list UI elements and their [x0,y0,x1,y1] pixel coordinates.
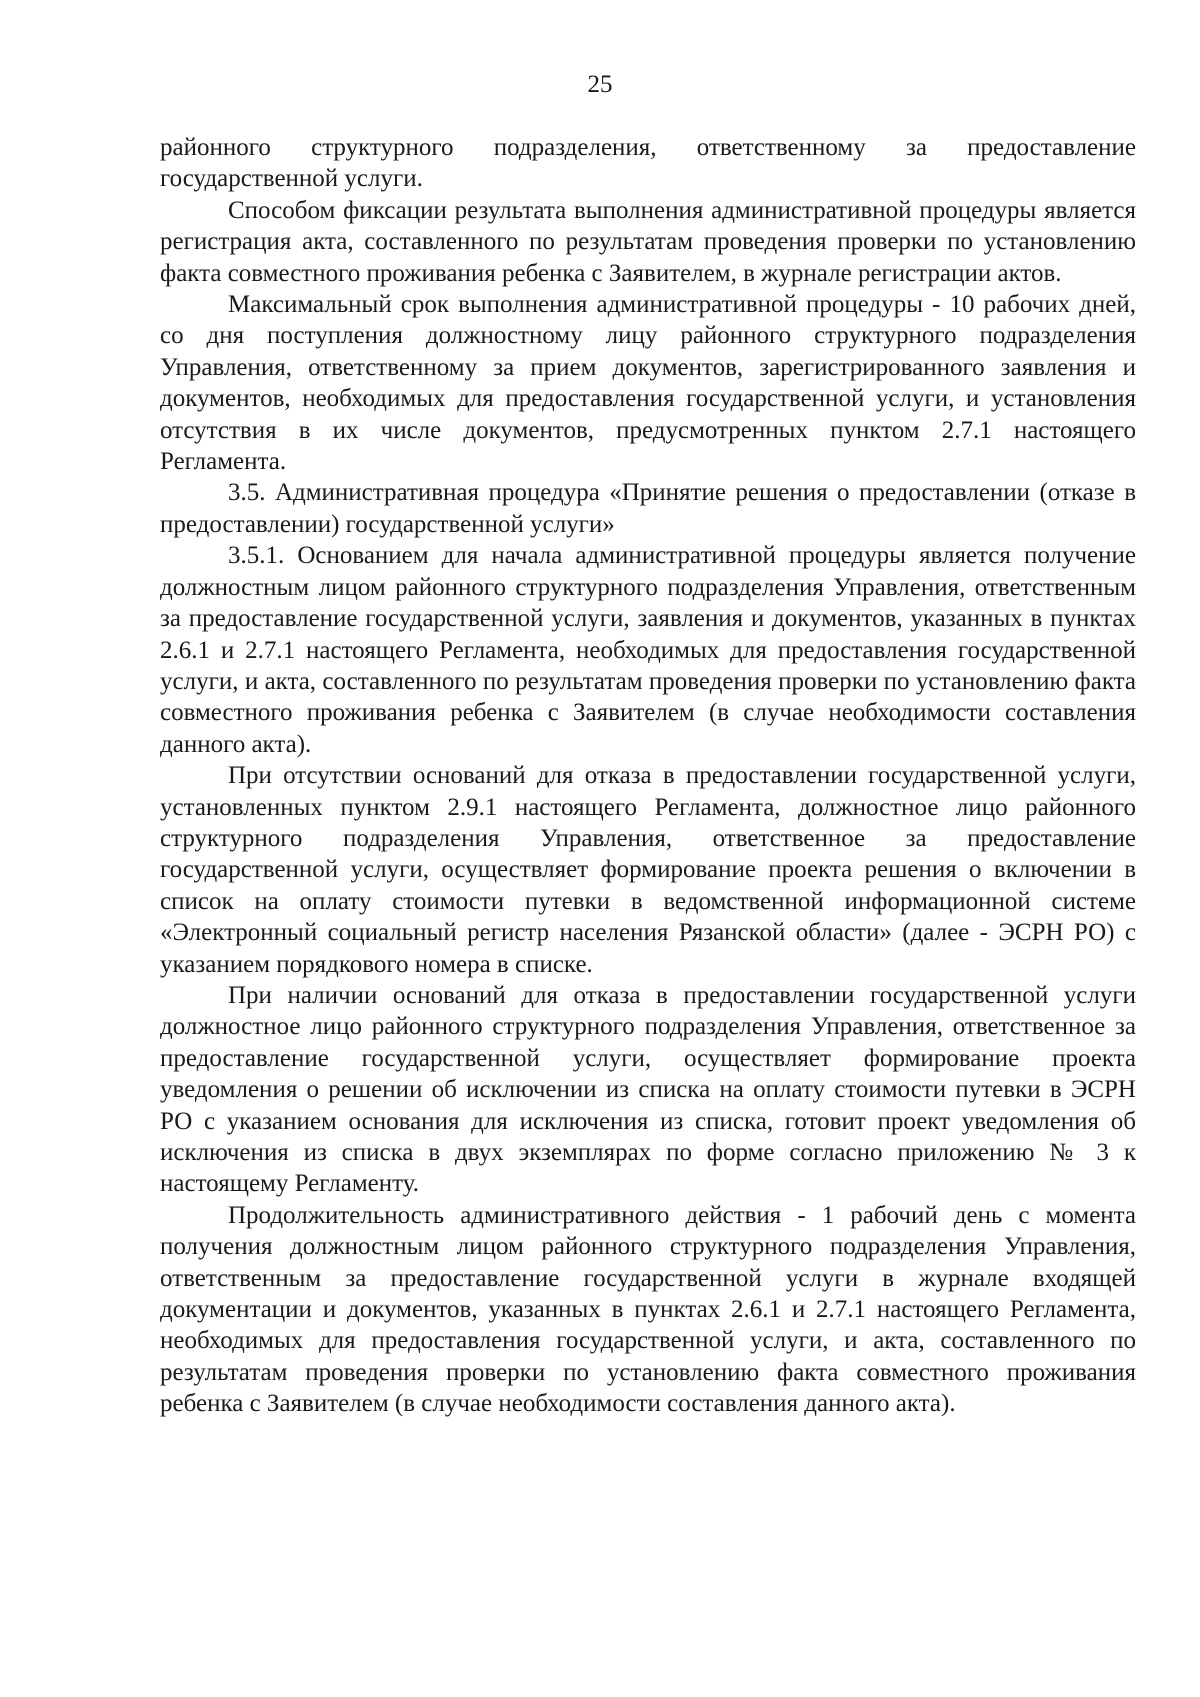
page-number: 25 [587,71,613,98]
section-heading-3-5: 3.5. Административная процедура «Принятие решения о предоставлении (отказе в предоставлении) государственной услуги» [160,479,1136,538]
paragraph-grounds-for-refusal: При наличии оснований для отказа в предоставлении государственной услуги должностное лицо районного структурного подразделения Управления, ответственное за предоставление государственной услуги, осуществляет формирование проекта уведомления о решении об исключении из списка на оплату стоимости путевки в ЭСРН РО с указанием основания для исключения из списка, готовит проект уведомления об исключения из списка в двух экземплярах по форме согласно приложению № 3 к настоящему Регламенту. [160,981,1136,1198]
paragraph-fixation-method: Способом фиксации результата выполнения административной процедуры является регистрация акта, составленного по результатам проведения проверки по установлению факта совместного проживания ребенка с Заявителем, в журнале регистрации актов. [160,196,1136,287]
paragraph-no-grounds: При отсутствии оснований для отказа в предоставлении государственной услуги, установленных пунктом 2.9.1 настоящего Регламента, должностное лицо районного структурного подразделения Управления, ответственное за предоставление государственной услуги, осуществляет формирование проекта решения о включении в список на оплату стоимости путевки в ведомственной информационной системе «Электронный социальный регистр населения Рязанской области» (далее - ЭСРН РО) с указанием порядкового номера в списке. [160,762,1136,978]
paragraph-3-5-1: 3.5.1. Основанием для начала административной процедуры является получение должностным лицом районного структурного подразделения Управления, ответственным за предоставление государственной услуги, заявления и документов, указанных в пунктах 2.6.1 и 2.7.1 настоящего Регламента, необходимых для предоставления государственной услуги, и акта, составленного по результатам проведения проверки по установлению факта совместного проживания ребенка с Заявителем (в случае необходимости составления данного акта). [160,542,1136,758]
document-body [160,132,1136,1420]
paragraph-continuation: районного структурного подразделения, ответственному за предоставление государственной услуги. [160,134,1136,193]
paragraph-duration: Продолжительность административного действия - 1 рабочий день с момента получения должностным лицом районного структурного подразделения Управления, ответственным за предоставление государственной услуги в журнале входящей документации и документов, указанных в пунктах 2.6.1 и 2.7.1 настоящего Регламента, необходимых для предоставления государственной услуги, и акта, составленного по результатам проведения проверки по установлению факта совместного проживания ребенка с Заявителем (в случае необходимости составления данного акта). [160,1201,1136,1418]
paragraph-max-term: Максимальный срок выполнения административной процедуры - 10 рабочих дней, со дня поступления должностному лицу районного структурного подразделения Управления, ответственному за прием документов, зарегистрированного заявления и документов, необходимых для предоставления государственной услуги, и установления отсутствия в их числе документов, предусмотренных пунктом 2.7.1 настоящего Регламента. [160,291,1136,476]
